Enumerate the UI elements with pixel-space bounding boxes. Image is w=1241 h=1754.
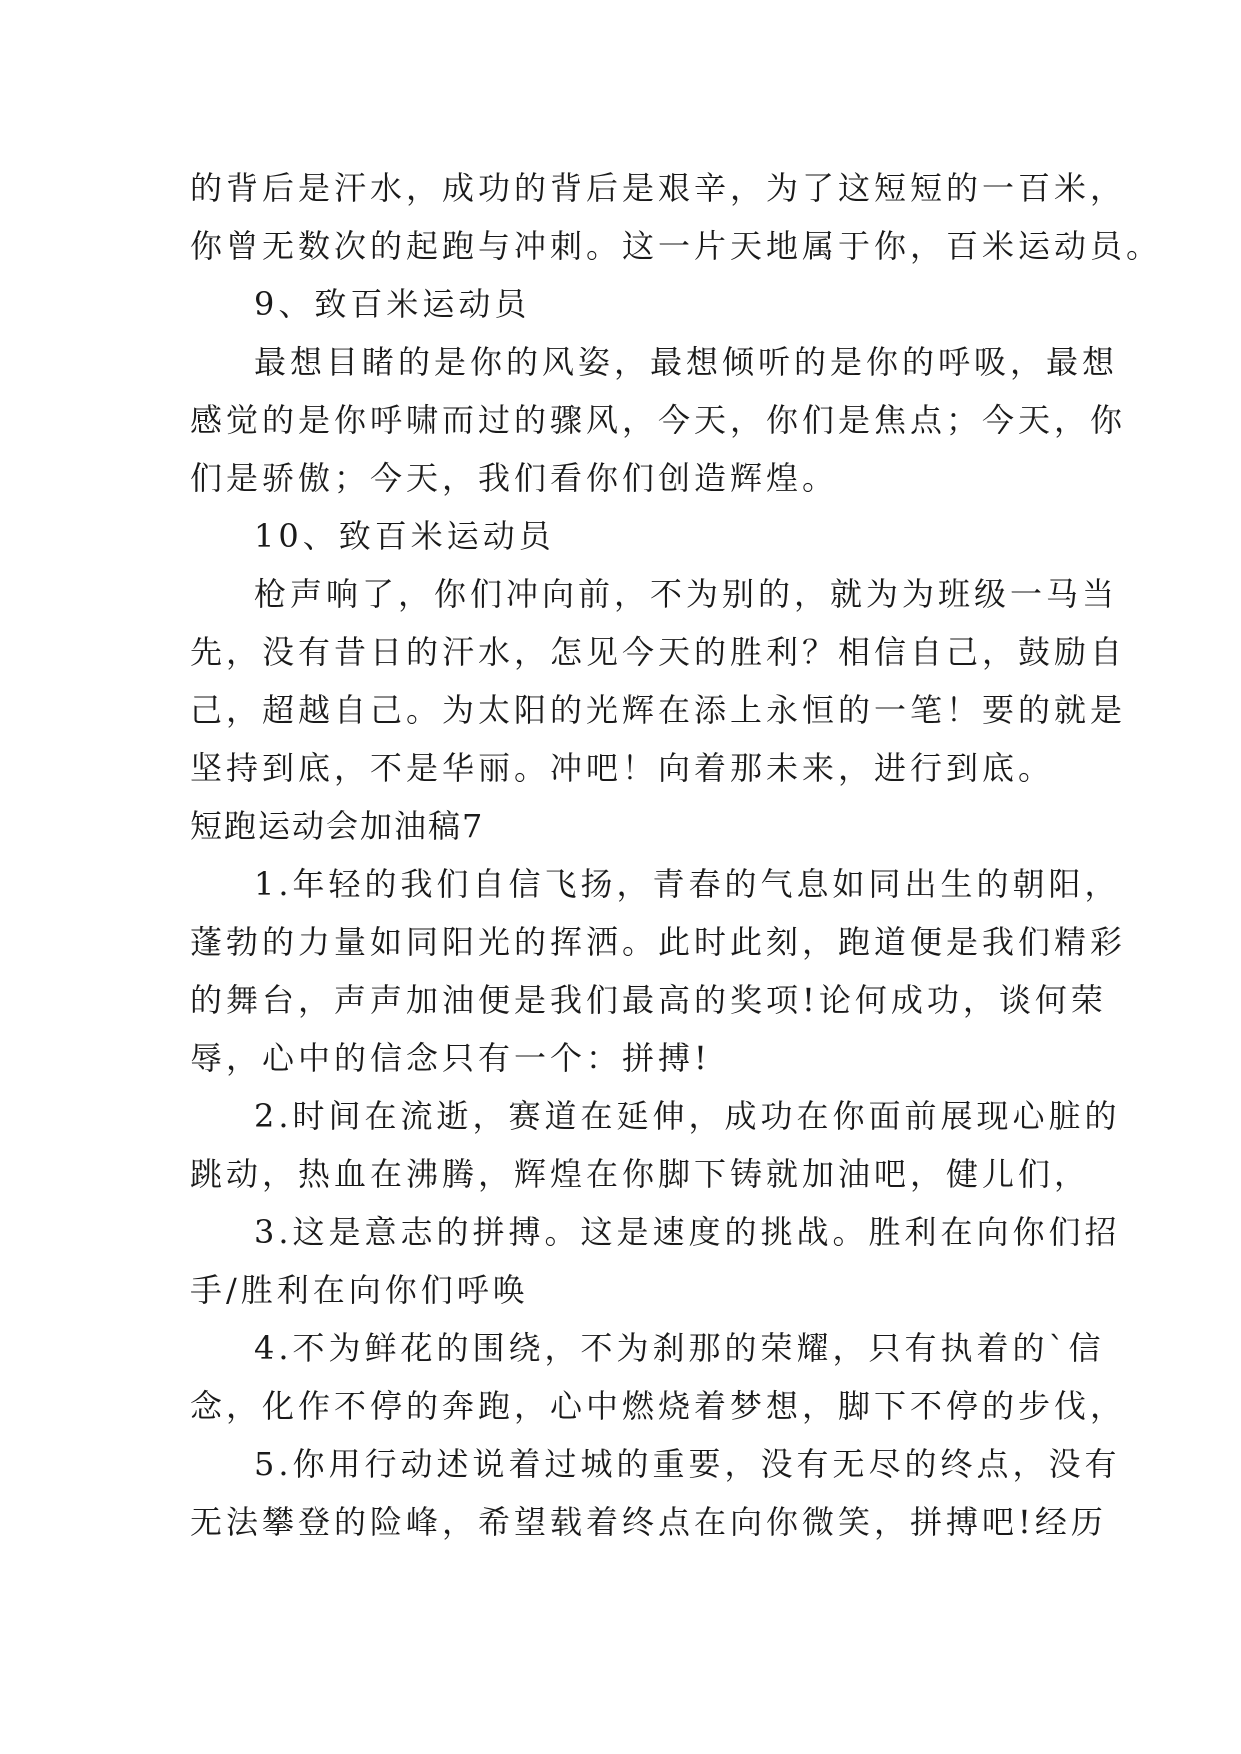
text-line: 们是骄傲；今天，我们看你们创造辉煌。 bbox=[190, 459, 839, 497]
text-line: 的背后是汗水，成功的背后是艰辛，为了这短短的一百米， bbox=[190, 169, 1127, 207]
text-line: 辱，心中的信念只有一个：拼搏! bbox=[190, 1039, 711, 1077]
text-line: 3.这是意志的拼搏。这是速度的挑战。胜利在向你们招 bbox=[254, 1213, 1121, 1251]
text-line: 最想目睹的是你的风姿，最想倾听的是你的呼吸，最想 bbox=[254, 343, 1119, 381]
text-line: 己，超越自己。为太阳的光辉在添上永恒的一笔！要的就是 bbox=[190, 691, 1127, 729]
text-line: 1.年轻的我们自信飞扬，青春的气息如同出生的朝阳， bbox=[254, 865, 1121, 903]
text-line: 5.你用行动述说着过城的重要，没有无尽的终点，没有 bbox=[254, 1445, 1121, 1483]
section-title: 短跑运动会加油稿7 bbox=[190, 807, 485, 845]
item-heading: 9、致百米运动员 bbox=[254, 285, 531, 323]
text-line: 2.时间在流逝，赛道在延伸，成功在你面前展现心脏的 bbox=[254, 1097, 1121, 1135]
text-line: 4.不为鲜花的围绕，不为刹那的荣耀，只有执着的`信 bbox=[254, 1329, 1105, 1367]
text-line: 坚持到底，不是华丽。冲吧！向着那未来，进行到底。 bbox=[190, 749, 1055, 787]
text-line: 念，化作不停的奔跑，心中燃烧着梦想，脚下不停的步伐， bbox=[190, 1387, 1127, 1425]
text-line: 感觉的是你呼啸而过的骤风，今天，你们是焦点；今天，你 bbox=[190, 401, 1127, 439]
text-line: 无法攀登的险峰，希望载着终点在向你微笑，拼搏吧!经历 bbox=[190, 1503, 1107, 1541]
text-line: 你曾无数次的起跑与冲刺。这一片天地属于你，百米运动员。 bbox=[190, 227, 1163, 265]
text-line: 先，没有昔日的汗水，怎见今天的胜利？相信自己，鼓励自 bbox=[190, 633, 1127, 671]
text-line: 蓬勃的力量如同阳光的挥洒。此时此刻，跑道便是我们精彩 bbox=[190, 923, 1127, 961]
text-line: 枪声响了，你们冲向前，不为别的，就为为班级一马当 bbox=[254, 575, 1119, 613]
text-line: 的舞台，声声加油便是我们最高的奖项!论何成功，谈何荣 bbox=[190, 981, 1107, 1019]
text-line: 跳动，热血在沸腾，辉煌在你脚下铸就加油吧，健儿们， bbox=[190, 1155, 1091, 1193]
text-line: 手/胜利在向你们呼唤 bbox=[190, 1271, 529, 1309]
item-heading: 10、致百米运动员 bbox=[254, 517, 555, 555]
